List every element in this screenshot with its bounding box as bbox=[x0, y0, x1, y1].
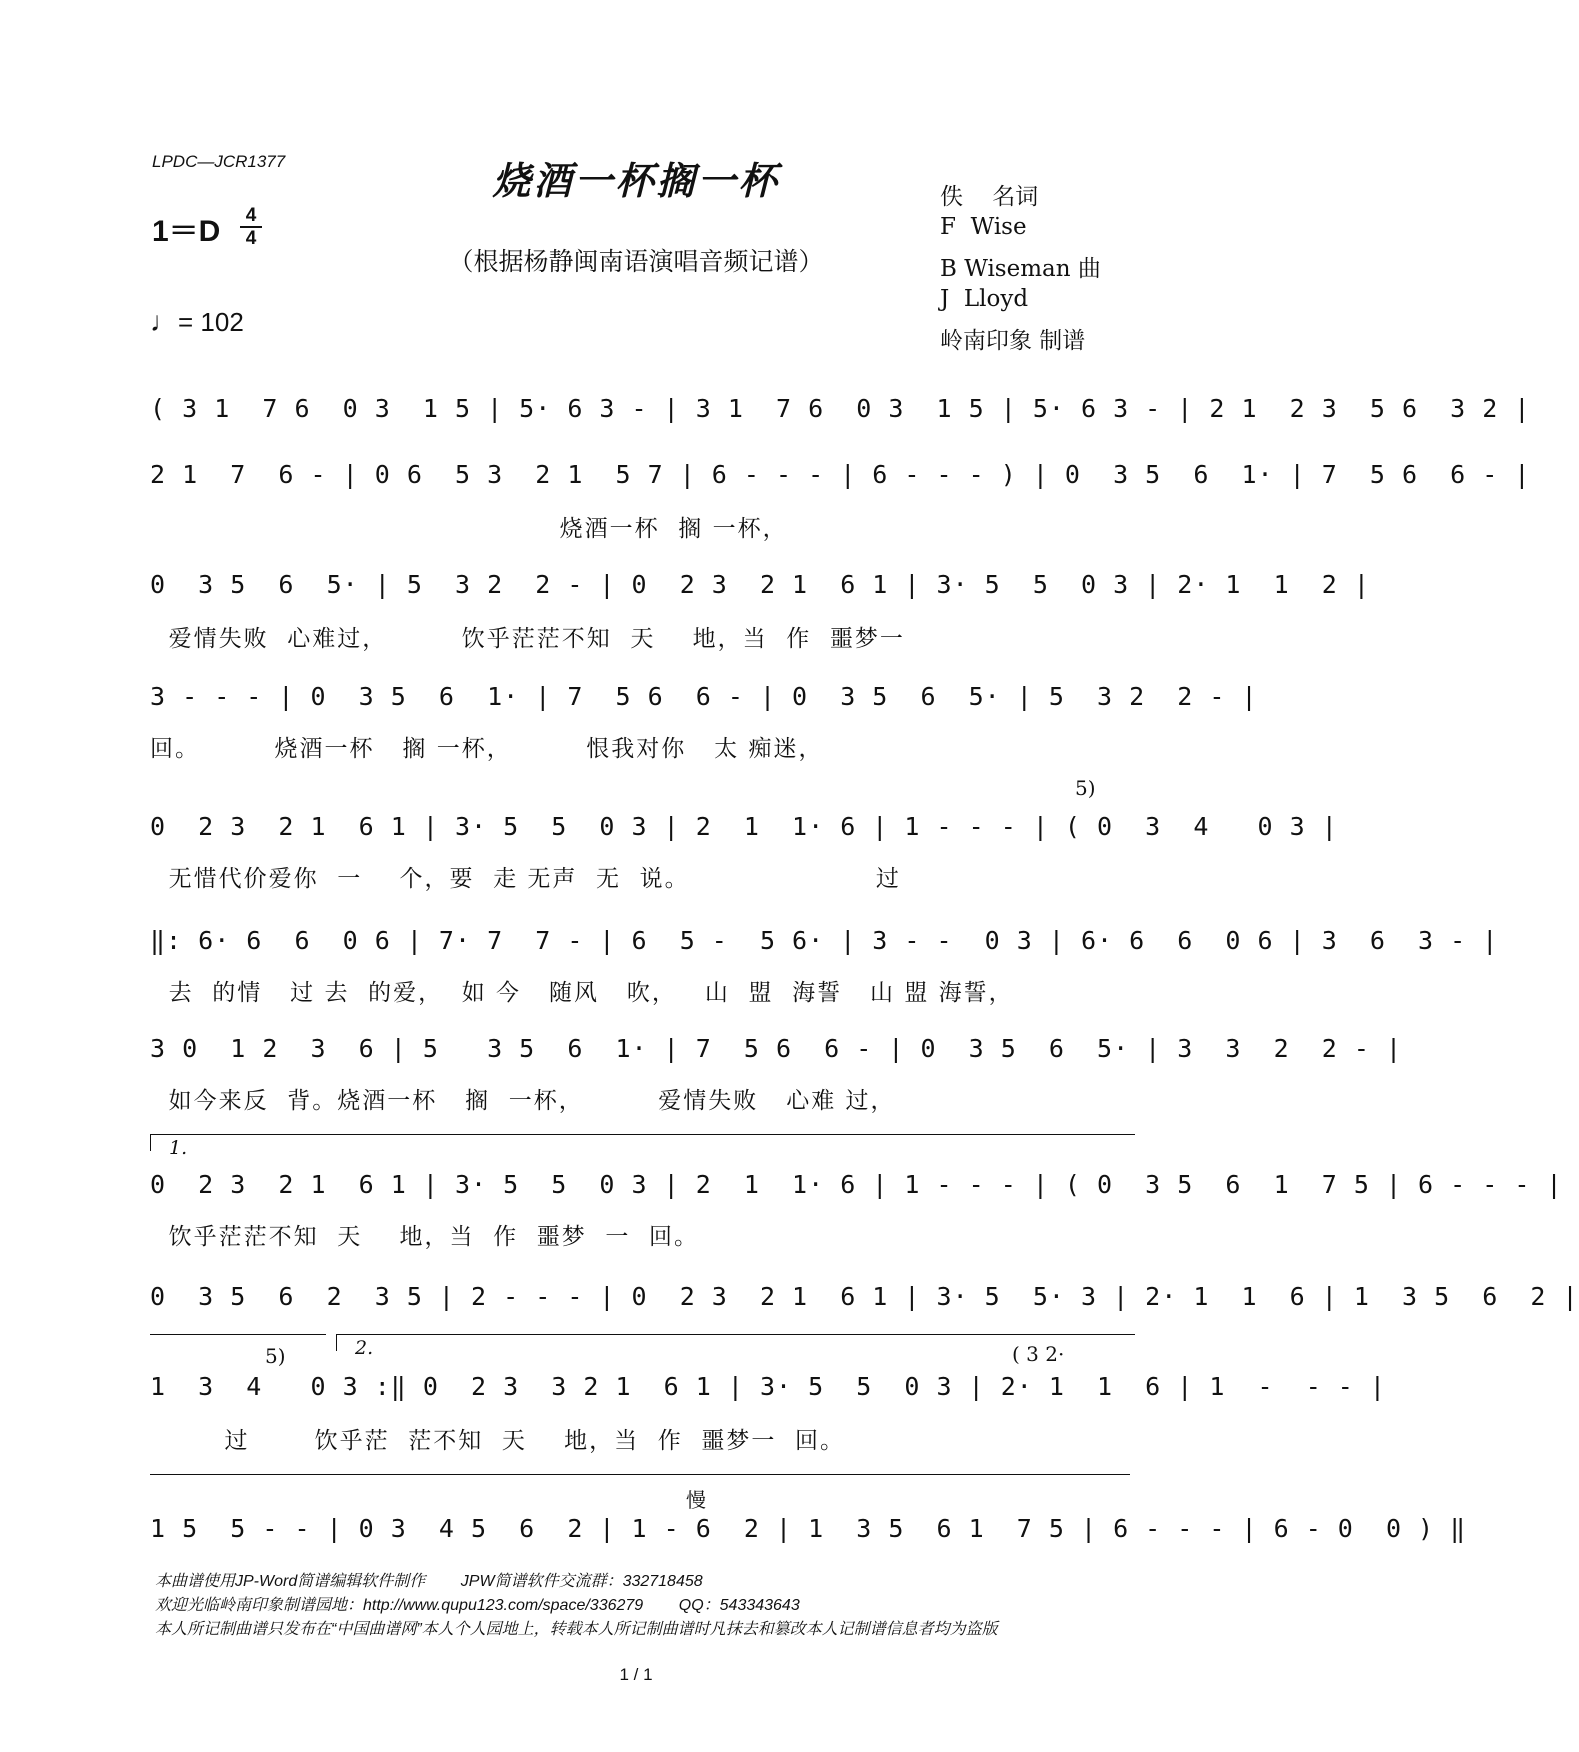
score-row-4: 3 - - - | 0 3 5 6 1· | 7 5 6 6 - | 0 3 5 6 5· | 5 3 2 2 - | bbox=[150, 682, 1258, 711]
credit-composer-3: J Lloyd bbox=[940, 286, 1029, 312]
score-row-6: ‖: 6· 6 6 0 6 | 7· 7 7 - | 6 5 - 5 6· | 3 - - 0 3 | 6· 6 6 0 6 | 3 6 3 - | bbox=[150, 926, 1499, 955]
footer-line-1: 本曲谱使用JP-Word简谱编辑软件制作 JPW简谱软件交流群：332718458 bbox=[155, 1573, 703, 1590]
score-row-11: 1 5 5 - - | 0 3 4 5 6 2 | 1 - 6 2 | 1 3 5 6 1 7 5 | 6 - - - | 6 - 0 0 ) ‖ bbox=[150, 1514, 1467, 1543]
score-row-10: 1 3 4 0 3 :‖ 0 2 3 3 2 1 6 1 | 3· 5 5 0 3 | 2· 1 1 6 | 1 - - - | bbox=[150, 1372, 1386, 1401]
score-row-2: 2 1 7 6 - | 0 6 5 3 2 1 5 7 | 6 - - - | 6 - - - ) | 0 3 5 6 1· | 7 5 6 6 - | bbox=[150, 460, 1531, 489]
score-row-5: 0 2 3 2 1 6 1 | 3· 5 5 0 3 | 2 1 1· 6 | 1 - - - | ( 0 3 4 0 3 | bbox=[150, 812, 1338, 841]
score-row-1: ( 3 1 7 6 0 3 1 5 | 5· 6 3 - | 3 1 7 6 0 3 1 5 | 5· 6 3 - | 2 1 2 3 5 6 3 2 | bbox=[150, 394, 1531, 423]
credit-composer-2: B Wiseman 曲 bbox=[940, 256, 1101, 282]
lyric-row-2: 烧酒一杯 搁 一杯， bbox=[150, 516, 788, 542]
lyric-row-8: 饮乎茫茫不知 天 地，当 作 噩梦 一 回。 bbox=[150, 1224, 699, 1250]
score-row-9: 0 3 5 6 2 3 5 | 2 - - - | 0 2 3 2 1 6 1 | 3· 5 5· 3 | 2· 1 1 6 | 1 3 5 6 2 | bbox=[150, 1282, 1579, 1311]
score-title: 烧酒一杯搁一杯 bbox=[492, 158, 780, 203]
first-ending-label: 1. bbox=[169, 1137, 188, 1159]
footer-line-3: 本人所记制曲谱只发布在“中国曲谱网”本人个人园地上，转载本人所记制曲谱时凡抹去和篡改本人记制谱信息者均为盗版 bbox=[155, 1621, 998, 1638]
credit-composer-1: F Wise bbox=[940, 214, 1027, 240]
score-subtitle: （根据杨静闽南语演唱音频记谱） bbox=[448, 247, 824, 276]
lyric-row-3: 爱情失败 心难过， 饮乎茫茫不知 天 地，当 作 噩梦一 bbox=[150, 626, 905, 652]
tempo-value: = 102 bbox=[178, 307, 244, 337]
time-top: 4 bbox=[245, 205, 257, 226]
key-signature: 1＝D bbox=[152, 215, 221, 248]
score-row-7: 3 0 1 2 3 6 | 5 3 5 6 1· | 7 5 6 6 - | 0 3 5 6 5· | 3 3 2 2 - | bbox=[150, 1034, 1402, 1063]
credit-transcriber: 岭南印象 制谱 bbox=[940, 328, 1086, 354]
lyric-row-4: 回。 烧酒一杯 搁 一杯， 恨我对你 太 痴迷， bbox=[150, 736, 824, 762]
score-row-3: 0 3 5 6 5· | 5 3 2 2 - | 0 2 3 2 1 6 1 | 3· 5 5 0 3 | 2· 1 1 2 | bbox=[150, 570, 1370, 599]
first-ending-continuation bbox=[150, 1334, 326, 1335]
time-signature bbox=[240, 206, 262, 248]
slow-mark: 慢 bbox=[686, 1488, 706, 1512]
repeat-marker-5: 5) bbox=[1075, 776, 1096, 800]
page-number: 1 / 1 bbox=[619, 1665, 653, 1684]
time-bottom: 4 bbox=[245, 228, 257, 249]
lyric-row-5: 无惜代价爱你 一 个，要 走 无声 无 说。 过 bbox=[150, 866, 901, 892]
footer-line-2: 欢迎光临岭南印象制谱园地：http://www.qupu123.com/space/336279 QQ：543343643 bbox=[155, 1597, 800, 1614]
tempo-mark bbox=[150, 306, 244, 338]
repeat-marker-5-second: 5) bbox=[265, 1344, 286, 1368]
lyric-row-10: 过 饮乎茫 茫不知 天 地，当 作 噩梦一 回。 bbox=[150, 1428, 846, 1454]
first-ending-bracket bbox=[150, 1134, 1135, 1159]
credit-lyricist: 佚 名词 bbox=[940, 184, 1039, 210]
quarter-note-icon: ♩ bbox=[150, 306, 178, 337]
score-row-8: 0 2 3 2 1 6 1 | 3· 5 5 0 3 | 2 1 1· 6 | 1 - - - | ( 0 3 5 6 1 7 5 | 6 - - - | bbox=[150, 1170, 1563, 1199]
catalog-number: LPDC—JCR1377 bbox=[152, 152, 286, 171]
lyric-row-6: 去 的情 过 去 的爱， 如 今 随风 吹， 山 盟 海誓 山 盟 海誓， bbox=[150, 980, 1014, 1006]
second-ending-label: 2. bbox=[355, 1337, 374, 1359]
paren-grace-notes: ( 3 2· bbox=[1012, 1342, 1065, 1366]
coda-rule bbox=[150, 1474, 1130, 1475]
lyric-row-7: 如今来反 背。烧酒一杯 搁 一杯， 爱情失败 心难 过， bbox=[150, 1088, 896, 1114]
